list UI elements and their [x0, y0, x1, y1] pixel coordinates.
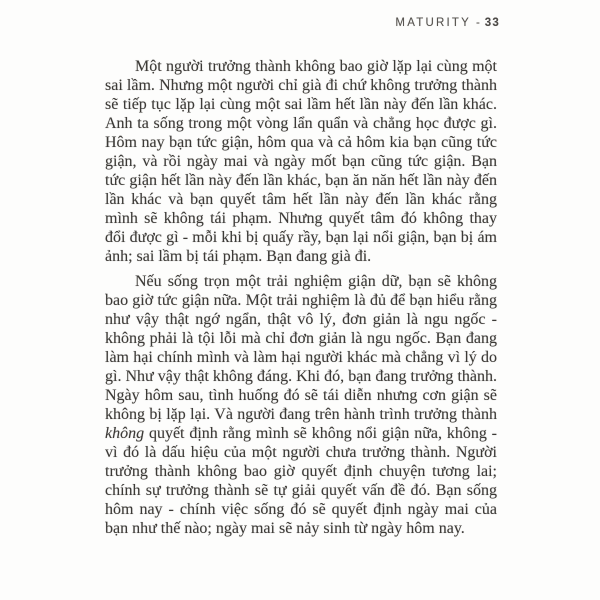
paragraph-2: [105, 272, 497, 538]
paragraph-2-italic-word: không: [105, 425, 145, 442]
paragraph-1: Một người trưởng thành không bao giờ lặp lại cùng một sai lầm. Nhưng một người chỉ già đi chứ không trưởng thành sẽ tiếp tục lặp lại cùng một sai lầm hết lần này đến lần khác. Anh ta sống trong một vòng lẩn quẩn và chẳng học được gì. Hôm nay bạn tức giận, hôm qua và cả hôm kia bạn cũng tức giận, và rồi ngày mai và ngày mốt bạn cũng tức giận. Bạn tức giận hết lần này đến lần khác, bạn ăn năn hết lần này đến lần khác và bạn quyết tâm hết lần này đến lần khác rằng mình sẽ không tái phạm. Nhưng quyết tâm đó không thay đổi được gì - mỗi khi bị quấy rầy, bạn lại nổi giận, bạn bị ám ảnh; sai lầm bị tái phạm. Bạn đang già đi.: [105, 58, 497, 265]
running-head-title: MATURITY: [395, 17, 471, 29]
page-number: 33: [484, 17, 500, 29]
page-body-text: [105, 57, 497, 544]
running-head-separator: -: [475, 17, 480, 29]
paragraph-2-text-after: quyết định rằng mình sẽ không nổi giận nữa, không - vì đó là dấu hiệu của một người chưa trưởng thành. Người trưởng thành không bao giờ quyết định chuyện tương lai; chính sự trưởng thành sẽ tự giải quyết vấn đề đó. Bạn sống hôm nay - chính việc sống đó sẽ quyết định ngày mai của bạn như thế nào; ngày mai sẽ nảy sinh từ ngày hôm nay.: [105, 425, 497, 537]
page-header: [395, 17, 500, 29]
paragraph-2-text-before: Nếu sống trọn một trải nghiệm giận dữ, bạn sẽ không bao giờ tức giận nữa. Một trải nghiệm là đủ để bạn hiểu rằng như vậy thật ngớ ngẩn, thật vô lý, đơn giản là ngu ngốc - không phải là tội lỗi mà chỉ đơn giản là ngu ngốc. Bạn đang làm hại chính mình và làm hại người khác mà chẳng vì lý do gì. Như vậy thật không đáng. Khi đó, bạn đang trưởng thành. Ngày hôm sau, tình huống đó sẽ tái diễn nhưng cơn giận sẽ không bị lặp lại. Và người đang trên hành trình trưởng thành: [105, 273, 497, 423]
